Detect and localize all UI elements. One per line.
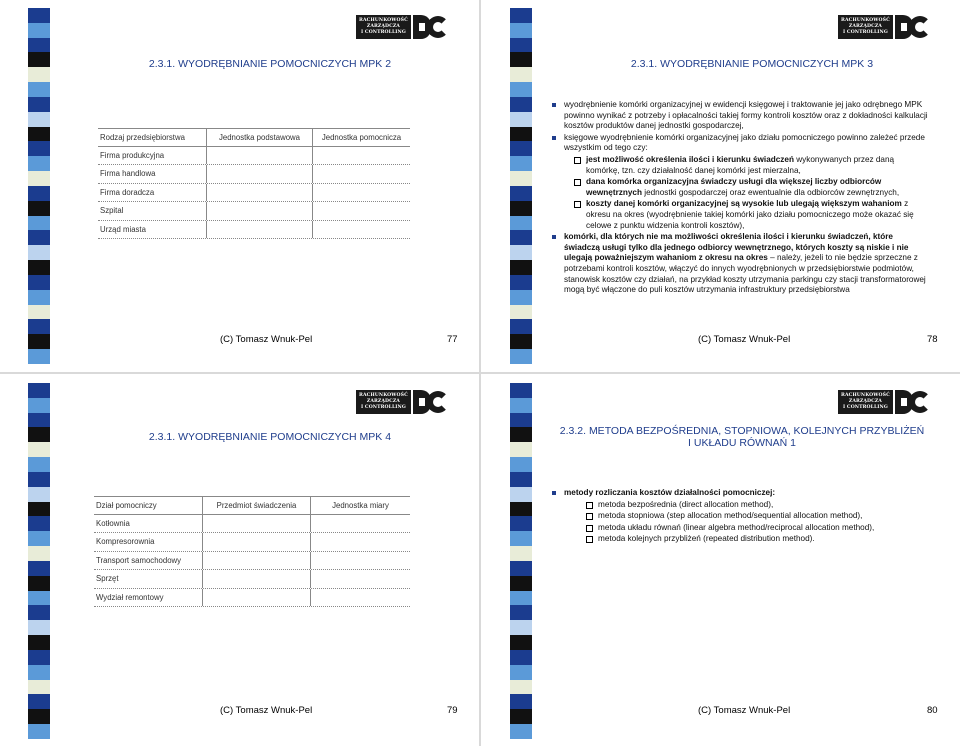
column-header: Jednostka miary <box>310 497 410 514</box>
sub-item: metoda bezpośrednia (direct allocation method), <box>586 500 930 511</box>
title-line: I UKŁADU RÓWNAŃ 1 <box>688 437 796 449</box>
table-row <box>94 515 410 534</box>
logo-mark <box>413 390 454 414</box>
sub-item: jest możliwość określenia ilości i kierunku świadczeń wykonywanych przez daną komórkę, tzn. czy działalność danej komórki jest mierzalna, <box>574 155 930 176</box>
table-row <box>98 202 410 221</box>
slide-80 <box>482 375 960 746</box>
sub-item: dana komórka organizacyjna świadczy usługi dla większej liczby odbiorców wewnętrznych jednostki gospodarczej oraz ewentualnie dla odbiorców zewnętrznych, <box>574 177 930 198</box>
table-row <box>94 552 410 571</box>
footer-author: (C) Tomasz Wnuk-Pel <box>698 334 791 345</box>
table-row <box>98 184 410 203</box>
logo-mark <box>895 390 936 414</box>
sub-item: metoda stopniowa (step allocation method/sequential allocation method), <box>586 511 930 522</box>
checkbox-icon <box>574 201 581 208</box>
slide-title <box>552 425 932 449</box>
row-label: Urząd miasta <box>100 224 146 234</box>
row-label: Szpital <box>100 206 124 216</box>
table-row <box>94 570 410 589</box>
table-row <box>94 533 410 552</box>
bullet-item: księgowe wyodrębnienie komórki organizacyjnej jako działu pomocniczego powinno zależeć przede wszystkim od tego czy: <box>552 133 930 154</box>
column-header: Jednostka podstawowa <box>206 129 312 146</box>
row-label: Sprzęt <box>96 574 119 584</box>
footer-author: (C) Tomasz Wnuk-Pel <box>220 334 313 345</box>
column-header: Przedmiot świadczenia <box>202 497 310 514</box>
sub-item: metoda kolejnych przybliżeń (repeated distribution method). <box>586 534 930 545</box>
checkbox-icon <box>586 513 593 520</box>
slide-title: 2.3.1. WYODRĘBNIANIE POMOCNICZYCH MPK 3 <box>630 58 874 70</box>
slide-body <box>552 488 930 546</box>
auxiliary-departments-table <box>94 496 410 607</box>
checkbox-icon <box>574 157 581 164</box>
bullet-item: metody rozliczania kosztów działalności pomocniczej: <box>552 488 930 499</box>
logo-text: RACHUNKOWOŚĆ ZARZĄDCZA I CONTROLLING <box>838 390 893 414</box>
footer-author: (C) Tomasz Wnuk-Pel <box>220 705 313 716</box>
checkbox-icon <box>586 525 593 532</box>
slide-77 <box>0 0 478 371</box>
checkbox-icon <box>586 502 593 509</box>
column-header: Rodzaj przedsiębiorstwa <box>100 132 185 142</box>
logo-mark <box>895 15 936 39</box>
vertical-separator <box>479 0 481 746</box>
enterprise-table <box>98 128 410 239</box>
row-label: Firma doradcza <box>100 187 155 197</box>
page-number: 79 <box>447 705 458 716</box>
decorative-stripe <box>28 8 50 364</box>
page-number: 78 <box>927 334 938 345</box>
logo-text: RACHUNKOWOŚĆ ZARZĄDCZA I CONTROLLING <box>356 390 411 414</box>
table-header-row <box>94 496 410 515</box>
table-row <box>94 589 410 608</box>
table-row <box>98 165 410 184</box>
logo-text: RACHUNKOWOŚĆ ZARZĄDCZA I CONTROLLING <box>356 15 411 39</box>
column-header: Jednostka pomocnicza <box>312 129 410 146</box>
table-row <box>98 221 410 240</box>
logo-mark <box>413 15 454 39</box>
logo <box>838 389 936 415</box>
logo-text: RACHUNKOWOŚĆ ZARZĄDCZA I CONTROLLING <box>838 15 893 39</box>
logo <box>356 389 454 415</box>
logo <box>838 14 936 40</box>
slide-78 <box>482 0 960 371</box>
logo <box>356 14 454 40</box>
sub-item: koszty danej komórki organizacyjnej są wysokie lub ulegają większym wahaniom z okresu na okres (wyodrębnienie takiej komórki jako działu pomocniczego może okazać się celowe z punktu widzenia kontroli kosztów), <box>574 199 930 231</box>
table-row <box>98 147 410 166</box>
page-number: 77 <box>447 334 458 345</box>
row-label: Firma produkcyjna <box>100 150 165 160</box>
table-header-row <box>98 128 410 147</box>
bullet-item: komórki, dla których nie ma możliwości określenia ilości i kierunku świadczeń, które świadczą usługi tylko dla jednego odbiorcy wewnętrznego, których koszty są niskie i nie ulegają poważniejszym wahaniom z okresu na okres – należy, jeżeli to nie będzie sprzeczne z potrzebami kontroli kosztów, włączyć do innych wyodrębnionych w przedsiębiorstwie podmiotów, stanowisk kosztów czy działań, na przykład koszty utrzymania parkingu czy stacji transformatorowej mogą być włączone do puli kosztów utrzymania infrastruktury przedsiębiorstwa <box>552 232 930 296</box>
row-label: Transport samochodowy <box>96 555 182 565</box>
row-label: Kompresorownia <box>96 537 155 547</box>
row-label: Firma handlowa <box>100 169 156 179</box>
decorative-stripe <box>510 8 532 364</box>
slide-79 <box>0 375 478 746</box>
footer-author: (C) Tomasz Wnuk-Pel <box>698 705 791 716</box>
slide-title: 2.3.1. WYODRĘBNIANIE POMOCNICZYCH MPK 4 <box>148 431 392 443</box>
slide-title: 2.3.1. WYODRĘBNIANIE POMOCNICZYCH MPK 2 <box>148 58 392 70</box>
decorative-stripe <box>28 383 50 739</box>
column-header: Dział pomocniczy <box>96 500 157 510</box>
decorative-stripe <box>510 383 532 739</box>
checkbox-icon <box>586 536 593 543</box>
sub-item: metoda układu równań (linear algebra method/reciprocal allocation method), <box>586 523 930 534</box>
page-number: 80 <box>927 705 938 716</box>
bullet-item: wyodrębnienie komórki organizacyjnej w ewidencji księgowej i traktowanie jej jako odrębnego MPK powinno wynikać z potrzeby i opłacalności takiej formy kontroli kosztów oraz z dokładności kalkulacji kosztów produktów danej jednostki gospodarczej, <box>552 100 930 132</box>
row-label: Kotłownia <box>96 518 130 528</box>
slide-body <box>552 100 930 297</box>
checkbox-icon <box>574 179 581 186</box>
title-line: 2.3.2. METODA BEZPOŚREDNIA, STOPNIOWA, KOLEJNYCH PRZYBLIŻEŃ <box>559 425 925 437</box>
row-label: Wydział remontowy <box>96 592 164 602</box>
